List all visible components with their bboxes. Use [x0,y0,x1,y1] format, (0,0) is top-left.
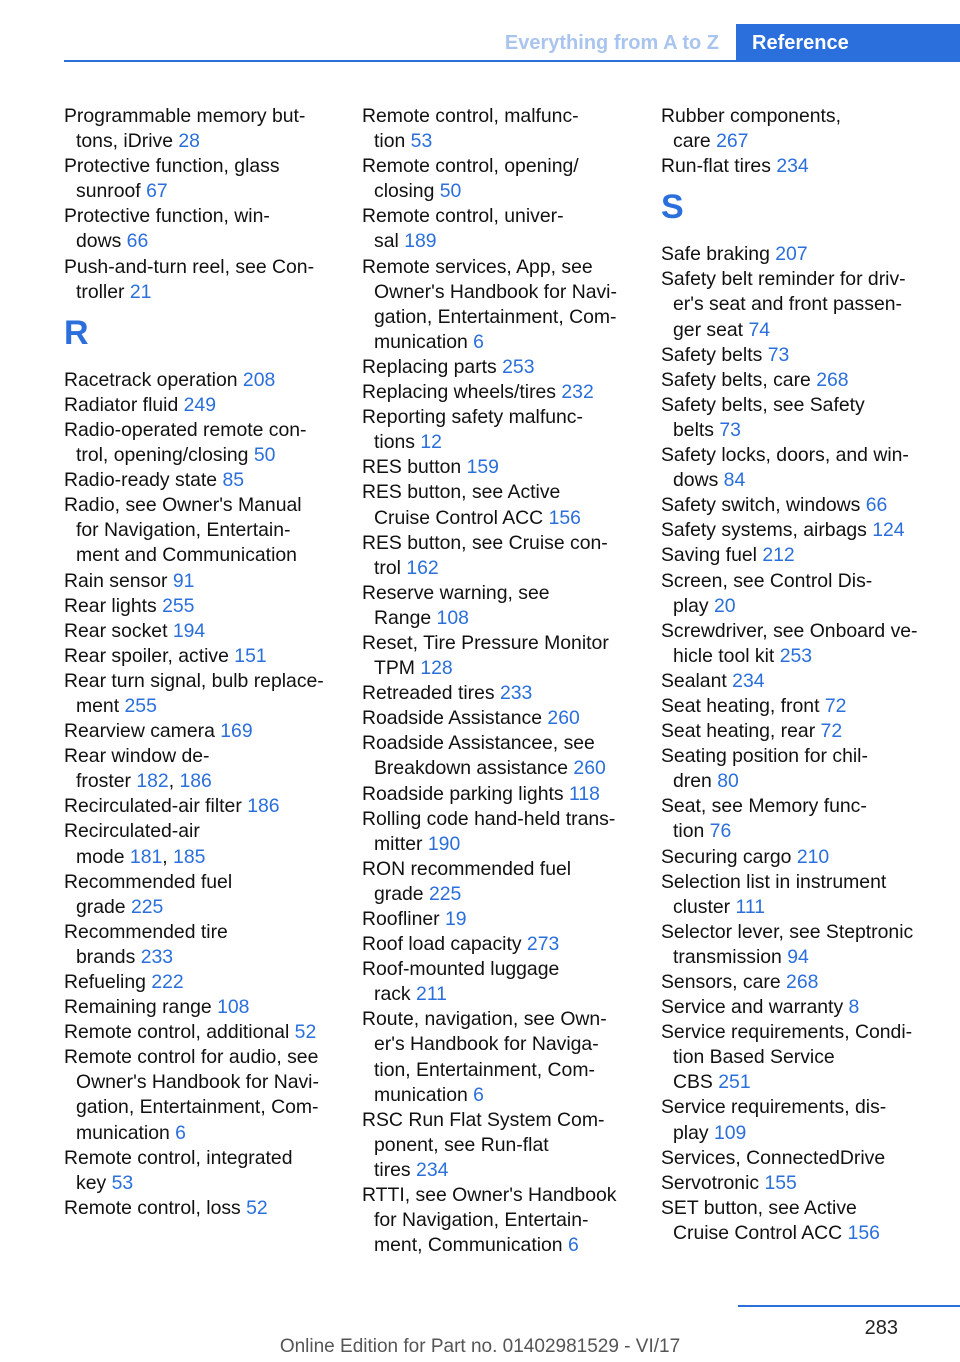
page-link[interactable]: 156 [548,506,581,529]
entry-text: Programmable memory but- tons, iDrive [64,105,306,153]
index-entry [64,204,364,254]
entry-text: Recommended tire brands [64,920,228,968]
entry-text: Recirculated-air mode [64,820,200,868]
reference-tab: Reference [736,24,960,62]
index-entry [362,581,662,631]
index-entry [661,870,957,920]
page-link[interactable]: 109 [713,1121,747,1144]
index-entry [64,493,364,568]
index-entry [64,995,364,1020]
index-entry [64,920,364,970]
index-entry [661,493,957,518]
page-link[interactable]: 190 [427,832,461,855]
page-link[interactable]: 12 [420,431,442,454]
page-link[interactable]: 20 [713,594,736,617]
page-link[interactable]: 50 [439,180,462,203]
entry-text: Rear spoiler, active [64,644,235,667]
entry-text: Rear socket [64,619,173,642]
page-link[interactable]: 155 [764,1171,797,1194]
index-entry [362,957,662,1007]
entry-text: Remote control, loss [64,1196,247,1219]
page-link[interactable]: 211 [416,983,447,1006]
index-entry [64,794,364,819]
entry-text: Reserve warning, see Range [362,581,550,629]
index-entry [64,870,364,920]
index-entry [362,807,662,857]
page-link[interactable]: 74 [748,318,771,341]
entry-text: Screen, see Control Dis- play [661,569,873,617]
page-link[interactable]: 234 [776,155,809,178]
entry-text: Safety locks, doors, and win- dows [661,444,909,492]
page-link[interactable]: 182 [136,770,169,793]
index-entry [362,204,662,254]
index-entry [362,255,662,355]
page-link[interactable]: 21 [129,280,152,303]
index-entry [661,543,957,568]
page-link[interactable]: 108 [217,996,250,1019]
index-entry [64,154,364,204]
index-letter-heading: S [661,188,684,227]
entry-text: Safe braking [661,243,776,266]
index-entry [661,393,957,443]
entry-text: Safety switch, windows [661,494,866,517]
index-entry [362,480,662,530]
entry-text: RTTI, see Owner's Handbook for Navigation, Entertain- ment, Communication [362,1184,617,1257]
page-link[interactable]: 255 [124,694,157,717]
index-entry [362,455,662,480]
index-column-3 [661,104,957,1246]
entry-text: Remote control, integrated key [64,1146,293,1194]
index-entry [64,468,364,493]
entry-text: Rear window de- froster [64,745,210,793]
page-link[interactable]: 108 [436,606,469,629]
page-link[interactable]: 273 [526,933,560,956]
header-rule [64,60,960,62]
entry-text: Recommended fuel grade [64,870,233,918]
page-link[interactable]: 194 [172,619,206,642]
entry-text: Rear turn signal, bulb replace- ment [64,669,324,717]
index-entry [64,569,364,594]
index-column-1 [64,104,364,1221]
index-entry [64,594,364,619]
entry-text: Securing cargo [661,845,797,868]
entry-text: Sealant [661,669,733,692]
page-link[interactable]: 124 [872,519,905,542]
section-title: Everything from A to Z [504,32,719,54]
index-entry [661,1171,957,1196]
index-entry [661,518,957,543]
page-link[interactable]: 67 [146,180,168,203]
index-entry [661,995,957,1020]
index-entry [661,619,957,669]
index-entry [362,857,662,907]
index-entry [362,681,662,706]
index-entry [661,970,957,995]
index-entry [362,1108,662,1183]
page-link[interactable]: 19 [445,908,467,930]
entry-text: Remote control, additional [64,1021,295,1044]
page-link[interactable]: 52 [246,1196,268,1219]
entry-text: Protective function, win- dows [64,205,270,253]
page-link[interactable]: 53 [111,1171,134,1194]
index-entry [64,393,364,418]
index-entry [64,104,364,154]
page-link[interactable]: 267 [716,130,749,153]
entry-text: Retreaded tires [362,682,500,705]
page-link[interactable]: 8 [848,996,860,1019]
page-link[interactable]: 6 [473,330,484,353]
page-link[interactable]: 50 [253,444,276,467]
entry-text: Push-and-turn reel, see Con- troller [64,255,315,303]
index-entry [661,744,957,794]
page-link[interactable]: 260 [547,707,580,730]
entry-text: Service and warranty [661,996,849,1019]
index-entry [64,644,364,669]
index-entry [362,907,662,932]
index-entry [661,343,957,368]
entry-text: Radio-ready state [64,469,223,492]
entry-text: Rain sensor [64,569,173,592]
page-link[interactable]: 185 [173,845,206,868]
page-link[interactable]: 234 [416,1158,449,1181]
index-entry [661,242,957,267]
entry-text: Servotronic [661,1171,765,1194]
entry-text: Roof-mounted luggage rack [362,958,560,1006]
index-entry [661,267,957,342]
page-link[interactable]: 225 [130,895,164,918]
page-link[interactable]: 128 [420,657,453,680]
index-entry [362,1007,662,1107]
index-entry [362,104,662,154]
index-entry [661,154,957,179]
page-link[interactable]: 6 [567,1234,579,1257]
entry-text: Roadside Assistance [362,707,548,730]
entry-text: Protective function, glass sunroof [64,155,280,203]
entry-text: RSC Run Flat System Com- ponent, see Run-flat tires [362,1108,605,1181]
entry-text: Rolling code hand-held trans- mitter [362,807,616,855]
index-entry [362,731,662,781]
page-link[interactable]: 251 [718,1071,751,1094]
entry-text: Radio-operated remote con- trol, opening/closing [64,418,307,467]
entry-text: Selection list in instrument cluster [661,870,887,918]
entry-text: Service requirements, Condi- tion Based Service CBS [661,1021,913,1094]
page-link[interactable]: 76 [709,820,732,843]
index-entry [64,1020,364,1045]
index-entry [64,1146,364,1196]
entry-text: RON recommended fuel grade [362,857,572,905]
entry-text: Rubber components, care [661,105,842,153]
entry-text: Sensors, care [661,971,787,993]
page-link[interactable]: 84 [723,469,746,492]
page-link[interactable]: 253 [502,355,535,378]
index-entry [661,845,957,870]
index-entry [661,920,957,970]
index-entry [362,380,662,405]
page-link[interactable]: 156 [847,1221,880,1244]
page-link[interactable]: 181 [129,845,163,868]
entry-text: Remote control, opening/ closing [362,155,579,203]
page-link[interactable]: 208 [242,368,276,391]
index-entry [362,706,662,731]
entry-text: Safety belt reminder for driv- er's seat and front passen- ger seat [661,268,906,341]
page-link[interactable]: 186 [247,795,280,818]
index-entry [362,154,662,204]
page-link[interactable]: 85 [222,469,245,492]
entry-text: Replacing wheels/tires [362,381,562,404]
page-link[interactable]: 80 [717,770,739,793]
page-link[interactable]: 268 [816,368,849,391]
page-link[interactable]: 186 [179,770,212,793]
entry-text: Recirculated-air filter [64,795,248,818]
index-entry [362,932,662,957]
index-entry [64,669,364,719]
entry-text: Roadside parking lights [362,782,569,805]
index-entry [661,569,957,619]
page-link[interactable]: 233 [499,682,533,705]
entry-text: Safety belts, see Safety belts [661,393,865,441]
index-entry: Recirculated-air mode 181, 185 [64,820,206,868]
index-entry [362,782,662,807]
index-entry [362,405,662,455]
page-link[interactable]: 72 [824,694,847,717]
entry-text: Reporting safety malfunc- tions [362,406,583,454]
page-link[interactable]: 162 [406,556,439,579]
index-entry [64,1045,364,1145]
page-link[interactable]: 118 [568,782,600,805]
entry-text: RES button, see Active Cruise Control ACC [362,481,561,529]
index-entry [661,1095,957,1145]
page-link[interactable]: 6 [473,1083,484,1106]
entry-text: RES button, see Cruise con- trol [362,531,608,579]
index-entry [661,1020,957,1095]
entry-text: Saving fuel [661,544,763,567]
page-link[interactable]: 260 [573,757,606,780]
page-link[interactable]: 94 [787,945,809,968]
index-entry [64,719,364,744]
index-entry [64,418,364,468]
page-link[interactable]: 255 [162,594,195,617]
page-link[interactable]: 66 [126,230,149,253]
entry-text: Safety belts, care [661,368,817,391]
index-entry [661,1146,957,1171]
index-entry [362,631,662,681]
page-link[interactable]: 212 [762,544,795,567]
page-link[interactable]: 91 [172,569,195,592]
page-link[interactable]: 28 [178,130,200,153]
entry-text: Rear lights [64,594,163,617]
page-link[interactable]: 159 [466,456,499,479]
entry-text: Seating position for chil- dren [661,745,868,793]
index-entry [661,1196,957,1246]
index-letter-heading: R [64,313,89,352]
index-entry [661,794,957,844]
index-entry: Rear window de- froster 182, 186 [64,745,212,793]
index-entry [661,694,957,719]
page-number: 283 [864,1317,898,1339]
entry-text: Seat heating, rear [661,720,821,743]
entry-text: Remote control for audio, see Owner's Handbook for Navi- gation, Entertainment, Com- munication [64,1046,319,1144]
page-link[interactable]: 233 [140,945,174,968]
index-entry [64,970,364,995]
page-link[interactable]: 222 [151,971,184,993]
entry-text: Screwdriver, see Onboard ve- hicle tool kit [661,619,918,667]
page-link[interactable]: 53 [410,130,433,153]
index-entry [64,619,364,644]
entry-text: Roof load capacity [362,933,527,956]
entry-text: Roadside Assistancee, see Breakdown assistance [362,732,595,780]
index-entry [661,443,957,493]
entry-text: SET button, see Active Cruise Control ACC [661,1196,857,1244]
page-link[interactable]: 169 [220,720,253,743]
index-entry [362,531,662,581]
entry-text: Roofliner [362,908,445,930]
page-link[interactable]: 52 [294,1021,317,1044]
entry-text: Safety systems, airbags [661,519,873,542]
entry-text: Service requirements, dis- play [661,1096,887,1144]
entry-text: Radio, see Owner's Manual for Navigation, Entertain- ment and Communication [64,494,302,567]
entry-text: Remote services, App, see Owner's Handbook for Navi- gation, Entertainment, Com- munication [362,255,617,353]
footer-rule [738,1305,960,1307]
page-link[interactable]: 234 [732,669,765,692]
page-link[interactable]: 249 [183,393,216,416]
entry-text: Seat, see Memory func- tion [661,795,867,843]
page-link[interactable]: 111 [735,895,765,918]
entry-text: Seat heating, front [661,694,825,717]
page-link[interactable]: 268 [786,971,819,993]
index-entry [64,368,364,393]
entry-text: Run-flat tires [661,155,777,178]
entry-text: Radiator fluid [64,393,184,416]
index-entry [661,368,957,393]
index-entry [661,669,957,694]
entry-text: Safety belts [661,343,768,366]
entry-text: Services, ConnectedDrive [661,1146,886,1169]
entry-text: Reset, Tire Pressure Monitor TPM [362,631,609,680]
index-entry [362,1183,662,1258]
entry-text: RES button [362,456,467,479]
index-entry [362,355,662,380]
entry-text: Remote control, malfunc- tion [362,105,579,153]
page-link[interactable]: 232 [561,381,594,404]
page-link[interactable]: 73 [767,343,790,366]
index-entry [64,1196,364,1221]
page-link[interactable]: 72 [820,720,843,743]
entry-text: Racetrack operation [64,368,243,391]
entry-text: Replacing parts [362,355,503,378]
index-entry [661,719,957,744]
entry-text: Selector lever, see Steptronic transmission [661,920,914,968]
entry-text: Remaining range [64,996,218,1019]
entry-text: Remote control, univer- sal [362,205,564,253]
page-link[interactable]: 207 [775,243,808,266]
index-column-2 [362,104,662,1258]
page-link[interactable]: 151 [234,644,267,667]
page-link[interactable]: 189 [404,230,437,253]
index-entry [64,255,364,305]
page-link[interactable]: 253 [779,644,813,667]
page-link[interactable]: 6 [175,1121,186,1144]
index-entry [661,104,957,154]
entry-text: Route, navigation, see Own- er's Handbook for Naviga- tion, Entertainment, Com- munication [362,1008,607,1106]
page-link[interactable]: 73 [719,418,741,441]
entry-text: Rearview camera [64,720,221,743]
entry-text: Refueling [64,971,152,993]
page-link[interactable]: 66 [865,494,888,517]
edition-note: Online Edition for Part no. 01402981529 - VI/17 [279,1336,681,1357]
page-link[interactable]: 225 [428,882,462,905]
page-link[interactable]: 210 [796,845,830,868]
